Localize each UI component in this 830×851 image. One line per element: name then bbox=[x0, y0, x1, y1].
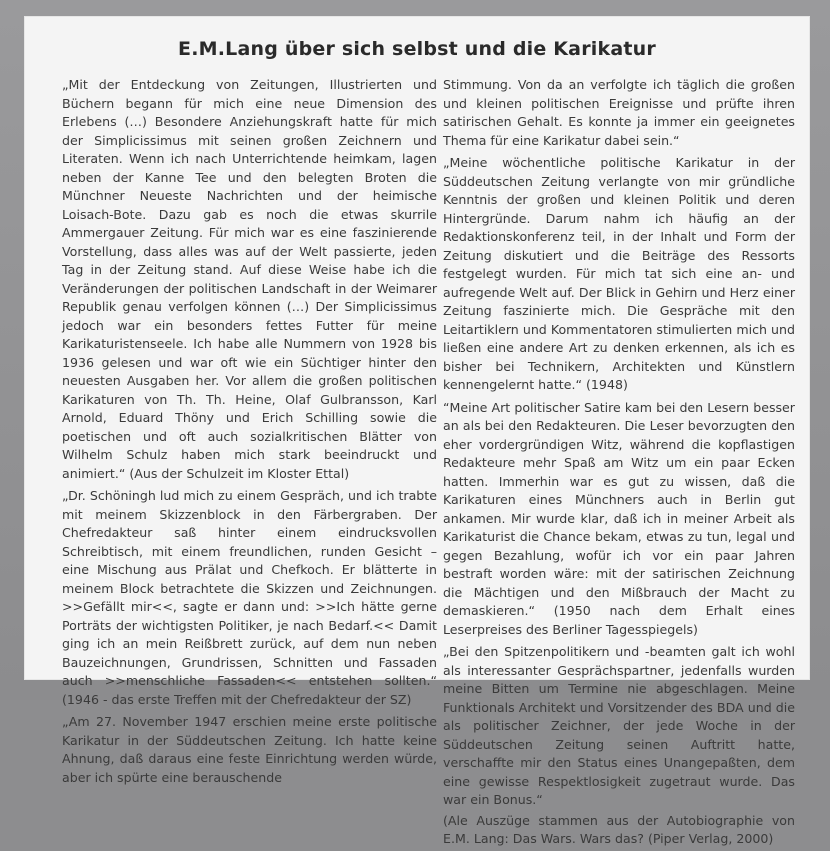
paragraph: „Bei den Spitzenpolitikern und -beamten galt ich wohl als interessanter Gesprächspartner, jedenfalls wurden meine Bitten um Termine nie abgeschlagen. Meine Funktionals Architekt und Vorsitzender des BDA und die als politischer Zeichner, der jede Woche in der Süddeutschen Zeitung seinen Auftritt hatte, verschaffte mir den Status eines Unangepaßten, dem eine gewisse Respektlosigkeit zugetraut wurde. Das war ein Bonus.“ bbox=[443, 644, 795, 807]
paragraph: Stimmung. Von da an verfolgte ich täglich die großen und kleinen politischen Ereignisse und prüfte ihren satirischen Gehalt. Es konnte ja immer ein geeignetes Thema für eine Karikatur dabei sein.“ bbox=[443, 77, 795, 148]
paragraph: „Dr. Schöningh lud mich zu einem Gespräch, und ich trabte mit meinem Skizzenblock in den Färbergraben. Der Chefredakteur saß hinter einem eindrucksvollen Schreibtisch, mit einem freundlichen, runden Gesicht – eine Mischung aus Prälat und Chefkoch. Er blätterte in meinem Block betrachtete die Skizzen und Zeichnungen. >>Gefällt mir<<, sagte er dann und: >>Ich hätte gerne Porträts der wichtigsten Politiker, je nach Bedarf.<< Damit ging ich an mein Reißbrett zurück, auf dem nun neben Bauzeichnungen, Grundrissen, Schnitten und Fassaden auch >>menschliche Fassaden<< entstehen sollten.“ (1946 - das erste Treffen mit der Chefredakteur der SZ) bbox=[62, 488, 437, 707]
left-column bbox=[62, 76, 437, 789]
paragraph: “Meine Art politischer Satire kam bei den Lesern besser an als bei den Redakteuren. Die Leser bevorzugten den eher vordergründigen Witz, während die kopflastigen Redakteure mehr Spaß am Witz um ein paar Ecken hatten. Immerhin war es gut zu wissen, daß die Karikaturen eines Münchners auch in Berlin gut ankamen. Mir wurde klar, daß ich in meiner Arbeit als Karikaturist die Chance bekam, etwas zu tun, legal und gegen Bezahlung, wofür ich vor ein paar Jahren bestraft worden wäre: mit der satirischen Zeichnung die Mächtigen und den Mißbrauch der Macht zu demaskieren.“ (1950 nach dem Erhalt eines Leserpreises des Berliner Tagesspiegels) bbox=[443, 399, 795, 637]
paragraph: „Mit der Entdeckung von Zeitungen, Illustrierten und Büchern begann für mich eine neue Dimension des Erlebens (…) Besondere Anziehungskraft hatte für mich der Simplicissimus mit seinen großen Zeichnern und Literaten. Wenn ich nach Unterrichtende heimkam, lagen neben der Kanne Tee und den belegten Broten die Münchner Neueste Nachrichten und der heimische Loisach-Bote. Dazu gab es noch die etwas skurrile Ammergauer Zeitung. Für mich war es eine faszinierende Vorstellung, dass alles was auf der Welt passierte, jeden Tag in der Zeitung stand. Auf diese Weise habe ich die Veränderungen der politischen Landschaft in der Weimarer Republik genau verfolgen können (…) Der Simplicissimus jedoch war ein besonders fettes Futter für meine Karikaturistenseele. Ich habe alle Nummern von 1928 bis 1936 gelesen und war oft wie ein Süchtiger hinter den neuesten Ausgaben her. Vor allem die großen politischen Karikaturen von Th. Th. Heine, Olaf Gulbransson, Karl Arnold, Eduard Thöny und Erich Schilling sowie die poetischen und oft auch sozialkritischen Blätter von Wilhelm Schulz haben mich stark beeindruckt und animiert.“ (Aus der Schulzeit im Kloster Ettal) bbox=[62, 77, 437, 481]
source-note: (Ale Auszüge stammen aus der Autobiographie von E.M. Lang: Das Wars. Wars das? (Piper Verlag, 2000) bbox=[443, 812, 795, 846]
panel-title: E.M.Lang über sich selbst und die Karikatur bbox=[178, 38, 656, 60]
paragraph: „Am 27. November 1947 erschien meine erste politische Karikatur in der Süddeutschen Zeitung. Ich hatte keine Ahnung, daß daraus eine feste Einrichtung werden würde, aber ich spürte eine berauschende bbox=[62, 714, 437, 785]
paragraph: „Meine wöchentliche politische Karikatur in der Süddeutschen Zeitung verlangte von mir gründliche Kenntnis der großen und kleinen Politik und deren Hintergründe. Darum nahm ich häufig an der Redaktionskonferenz teil, in der Inhalt und Form der Zeitung diskutiert und die Beiträge des Ressorts festgelegt wurden. Für mich tat sich eine an- und aufregende Welt auf. Der Blick in Gehirn und Herz einer Zeitung faszinierte mich. Die Gespräche mit den Leitartiklern und Kommentatoren stimulierten mich und ließen eine andere Art zu denken erkennen, als ich es bisher bei Technikern, Architekten und Künstlern kennengelernt hatte.“ (1948) bbox=[443, 155, 795, 392]
right-column bbox=[443, 76, 795, 851]
text-panel bbox=[24, 16, 810, 846]
